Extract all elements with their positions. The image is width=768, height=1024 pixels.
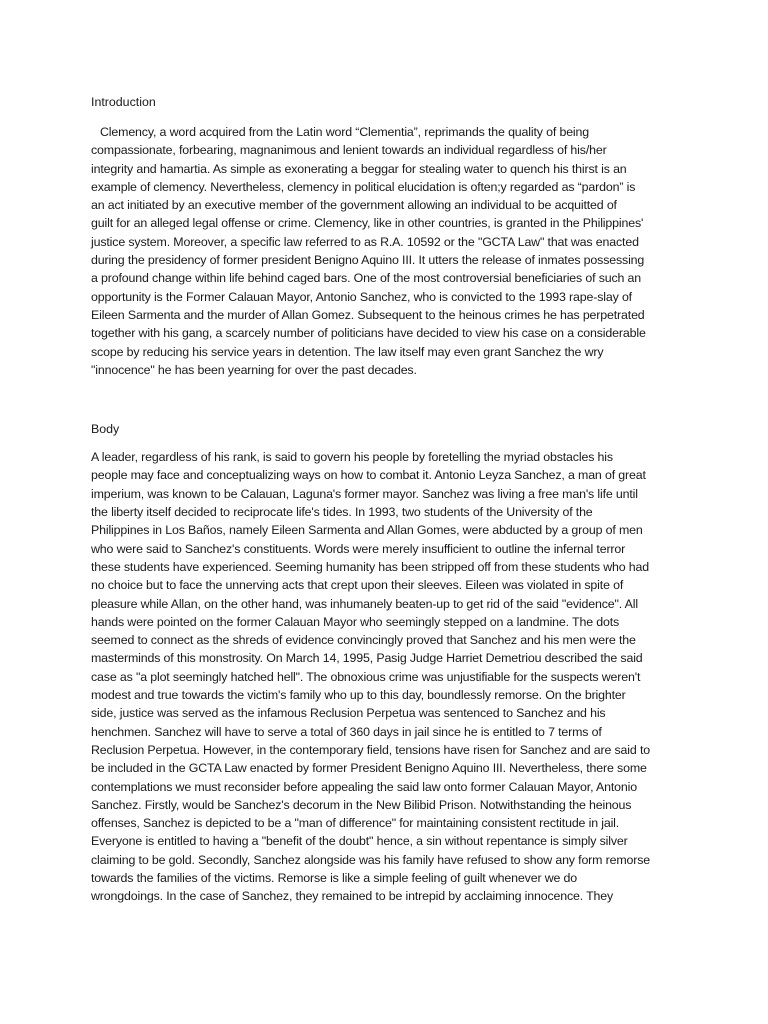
paragraph-line: Reclusion Perpetua. However, in the contemporary field, tensions have risen for Sanchez and are said to (91, 742, 650, 757)
paragraph-line: justice system. Moreover, a specific law referred to as R.A. 10592 or the "GCTA Law" that was enacted (91, 234, 639, 249)
document-content (91, 93, 681, 906)
paragraph-line: scope by reducing his service years in detention. The law itself may even grant Sanchez the wry (91, 344, 604, 359)
body-paragraph (91, 448, 681, 905)
paragraph-line: integrity and hamartia. As simple as exonerating a beggar for stealing water to quench his thirst is an (91, 161, 627, 176)
paragraph-line: wrongdoings. In the case of Sanchez, they remained to be intrepid by acclaiming innocence. They (91, 889, 614, 904)
paragraph-line: case as "a plot seemingly hatched hell". The obnoxious crime was unjustifiable for the suspects weren't (91, 669, 641, 684)
paragraph-line: Philippines in Los Baños, namely Eileen Sarmenta and Allan Gomes, were abducted by a group of men (91, 523, 643, 538)
paragraph-line: contemplations we must reconsider before appealing the said law onto former Calauan Mayor, Antonio (91, 779, 637, 794)
body-heading: Body (91, 422, 120, 437)
paragraph-line: Sanchez. Firstly, would be Sanchez's decorum in the New Bilibid Prison. Notwithstanding the heinous (91, 797, 632, 812)
paragraph-line: guilt for an alleged legal offense or crime. Clemency, like in other countries, is granted in the Philippines' (91, 216, 644, 231)
introduction-heading: Introduction (91, 95, 156, 109)
paragraph-line: example of clemency. Nevertheless, clemency in political elucidation is often;y regarded as “pardon” is (91, 179, 636, 194)
paragraph-line: compassionate, forbearing, magnanimous and lenient towards an individual regardless of his/her (91, 143, 607, 158)
paragraph-line: these students have experienced. Seeming humanity has been stripped off from these students who had (91, 559, 650, 574)
paragraph-line: masterminds of this monstrosity. On March 14, 1995, Pasig Judge Harriet Demetriou described the said (91, 651, 643, 666)
paragraph-line: towards the families of the victims. Remorse is like a simple feeling of guilt whenever we do (91, 870, 578, 885)
paragraph-line: Clemency, a word acquired from the Latin word “Clementia”, reprimands the quality of being (100, 125, 590, 139)
paragraph-line: Everyone is entitled to having a "benefit of the doubt" hence, a sin without repentance is simply silver (91, 834, 628, 849)
paragraph-line: people may face and conceptualizing ways on how to combat it. Antonio Leyza Sanchez, a man of great (91, 468, 646, 483)
paragraph-line: side, justice was served as the infamous Reclusion Perpetua was sentenced to Sanchez and his (91, 706, 606, 721)
paragraph-line: henchmen. Sanchez will have to serve a total of 360 days in jail since he is entitled to 7 terms of (91, 724, 602, 739)
paragraph-line: offenses, Sanchez is depicted to be a "man of difference" for maintaining consistent rectitude in jail. (91, 816, 620, 831)
paragraph-line: modest and true towards the victim's family who up to this day, boundlessly remorse. On the brighter (91, 688, 626, 703)
paragraph-line: A leader, regardless of his rank, is said to govern his people by foretelling the myriad obstacles his (91, 450, 613, 465)
paragraph-line: seemed to connect as the shreds of evidence convincingly proved that Sanchez and his men were the (91, 633, 636, 648)
paragraph-line: be included in the GCTA Law enacted by former President Benigno Aquino III. Nevertheless, there some (91, 761, 647, 776)
paragraph-line: together with his gang, a scarcely number of politicians have decided to view his case on a considerable (91, 326, 646, 341)
paragraph-line: the liberty itself decided to reciprocate life's tides. In 1993, two students of the University of the (91, 505, 593, 520)
paragraph-line: "innocence" he has been yearning for over the past decades. (91, 362, 417, 377)
introduction-paragraph (91, 123, 681, 379)
paragraph-line: an act initiated by an executive member of the government allowing an individual to be acquitted of (91, 198, 617, 213)
paragraph-line: who were said to Sanchez's constituents. Words were merely insufficient to outline the infernal terror (91, 541, 626, 556)
paragraph-line: opportunity is the Former Calauan Mayor, Antonio Sanchez, who is convicted to the 1993 rape-slay of (91, 289, 632, 304)
paragraph-line: Eileen Sarmenta and the murder of Allan Gomez. Subsequent to the heinous crimes he has perpetrated (91, 307, 645, 322)
paragraph-line: a profound change within life behind caged bars. One of the most controversial beneficiaries of such an (91, 271, 642, 286)
paragraph-line: pleasure while Allan, on the other hand, was inhumanely beaten-up to get rid of the said "evidence". All (91, 596, 639, 611)
paragraph-line: during the presidency of former president Benigno Aquino III. It utters the release of inmates possessing (91, 253, 645, 268)
paragraph-line: claiming to be gold. Secondly, Sanchez alongside was his family have refused to show any form remorse (91, 852, 651, 867)
paragraph-line: no choice but to face the unnerving acts that crept upon their sleeves. Eileen was violated in spite of (91, 578, 624, 593)
paragraph-line: hands were pointed on the former Calauan Mayor who seemingly stepped on a landmine. The dots (91, 614, 620, 629)
paragraph-line: imperium, was known to be Calauan, Laguna's former mayor. Sanchez was living a free man's life until (91, 486, 638, 501)
